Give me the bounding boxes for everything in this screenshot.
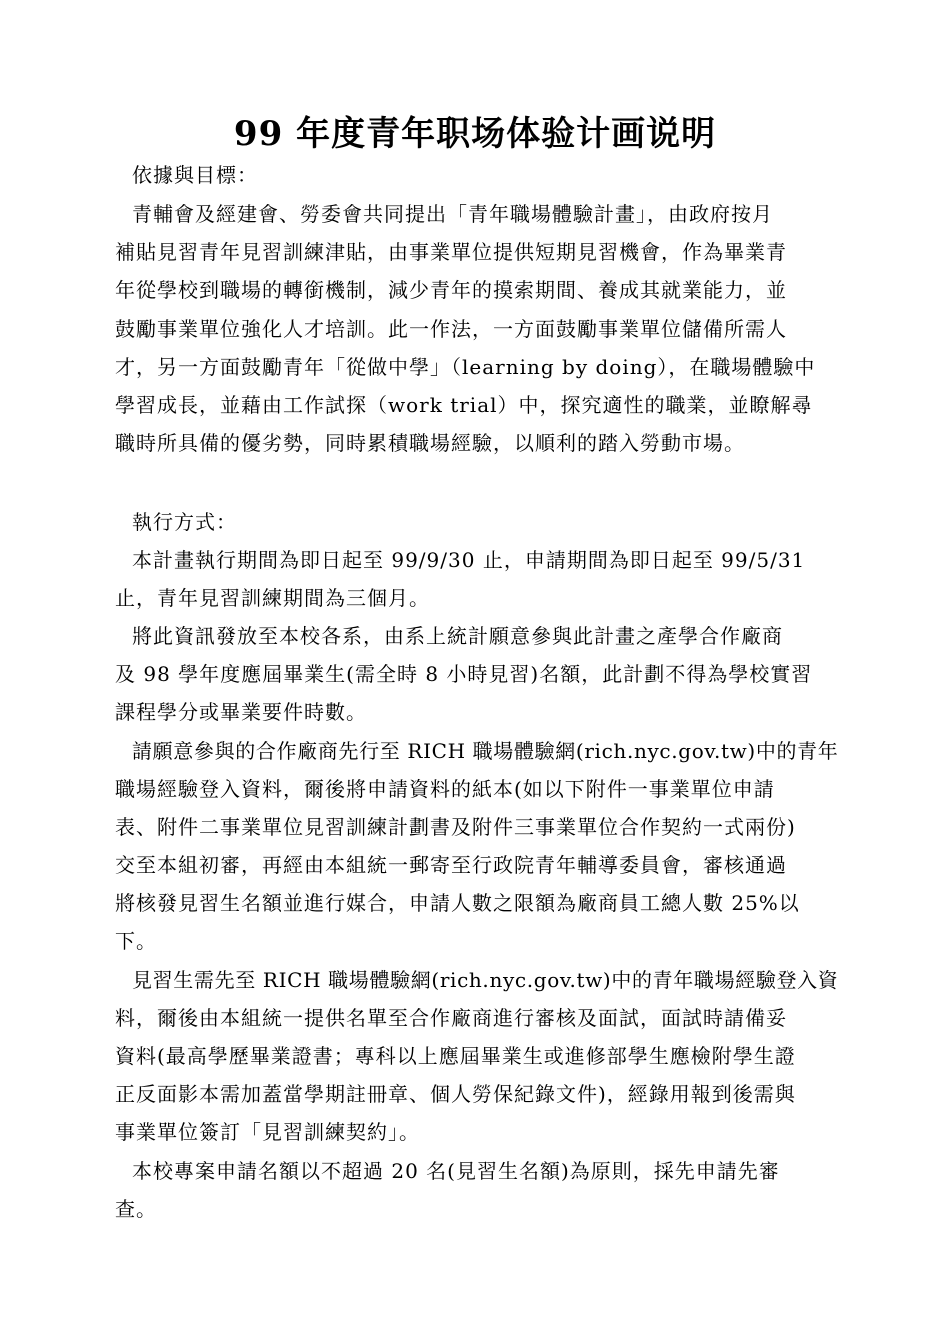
paragraph-line: 補貼見習青年見習訓練津貼，由事業單位提供短期見習機會，作為畢業青 [115,240,787,264]
paragraph-line: 鼓勵事業單位強化人才培訓。此一作法，一方面鼓勵事業單位儲備所需人 [115,317,787,341]
paragraph-line: 將此資訊發放至本校各系，由系上統計願意參與此計畫之產學合作廠商 [132,624,783,648]
paragraph-line: 及 98 學年度應屆畢業生(需全時 8 小時見習)名額，此計劃不得為學校實習 [115,662,813,686]
paragraph-line: 本校專案申請名額以不超過 20 名(見習生名額)為原則，採先申請先審 [132,1159,780,1183]
paragraph-line: 止，青年見習訓練期間為三個月。 [115,586,430,610]
paragraph-line: 見習生需先至 RICH 職場體驗網(rich.nyc.gov.tw)中的青年職場經驗登入資 [132,968,839,992]
paragraph-line: 學習成長，並藉由工作試探（work trial）中，探究適性的職業，並瞭解尋 [115,393,813,417]
paragraph-line: 料，爾後由本組統一提供名單至合作廠商進行審核及面試，面試時請備妥 [115,1006,787,1030]
paragraph-line: 資料(最高學歷畢業證書；專科以上應屆畢業生或進修部學生應檢附學生證 [115,1044,796,1068]
paragraph-line: 職時所具備的優劣勢，同時累積職場經驗，以順利的踏入勞動市場。 [115,431,745,455]
section-heading-method: 執行方式： [132,510,237,534]
paragraph-line: 本計畫執行期間為即日起至 99/9/30 止，申請期間為即日起至 99/5/31 [132,548,806,572]
paragraph-line: 課程學分或畢業要件時數。 [115,700,367,724]
paragraph-line: 青輔會及經建會、勞委會共同提出「青年職場體驗計畫」，由政府按月 [132,202,773,226]
section-heading-basis: 依據與目標： [132,163,258,187]
document-title: 99 年度青年职场体验计画说明 [233,114,717,154]
paragraph-line: 才，另一方面鼓勵青年「從做中學」（learning by doing），在職場體驗中 [115,355,816,379]
paragraph-line: 查。 [115,1197,157,1221]
paragraph-line: 職場經驗登入資料，爾後將申請資料的紙本(如以下附件一事業單位申請 [115,777,775,801]
paragraph-line: 將核發見習生名額並進行媒合，申請人數之限額為廠商員工總人數 25%以 [115,891,800,915]
paragraph-line: 事業單位簽訂「見習訓練契約」。 [115,1120,420,1144]
paragraph-line: 交至本組初審，再經由本組統一郵寄至行政院青年輔導委員會，審核通過 [115,853,787,877]
paragraph-line: 正反面影本需加蓋當學期註冊章、個人勞保紀錄文件)，經錄用報到後需與 [115,1082,796,1106]
paragraph-line: 請願意參與的合作廠商先行至 RICH 職場體驗網(rich.nyc.gov.tw)中的青年 [132,739,839,763]
paragraph-line: 表、附件二事業單位見習訓練計劃書及附件三事業單位合作契約一式兩份) [115,815,796,839]
paragraph-line: 年從學校到職場的轉銜機制，減少青年的摸索期間、養成其就業能力，並 [115,278,787,302]
paragraph-line: 下。 [115,929,157,953]
